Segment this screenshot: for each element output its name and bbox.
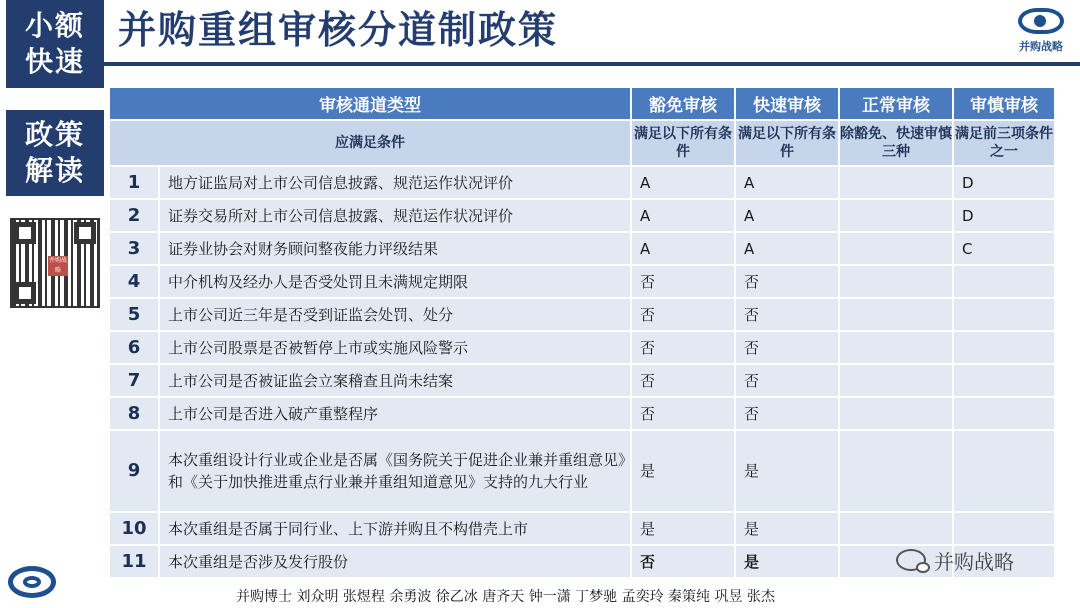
cell-fast: 否 [736, 266, 838, 297]
row-condition: 本次重组是否属于同行业、上下游并购且不构借壳上市 [160, 513, 630, 544]
policy-table [108, 86, 1056, 579]
cell-prudent [954, 299, 1054, 330]
row-condition: 上市公司是否被证监会立案稽查且尚未结案 [160, 365, 630, 396]
row-number: 1 [110, 167, 158, 198]
row-condition: 证券交易所对上市公司信息披露、规范运作状况评价 [160, 200, 630, 231]
row-number: 5 [110, 299, 158, 330]
header-prudent: 审慎审核 [954, 88, 1054, 119]
section-tag-line2: 解读 [24, 154, 85, 187]
page-title: 并购重组审核分道制政策 [118, 8, 559, 52]
brand-text: 并购战略 [1019, 40, 1063, 53]
cell-fast: A [736, 200, 838, 231]
section-tag-line1: 政策 [24, 118, 85, 151]
cell-normal [840, 513, 952, 544]
header-channel-type: 审核通道类型 [110, 88, 630, 119]
subheader-fast: 满足以下所有条件 [736, 121, 838, 165]
cell-prudent [954, 365, 1054, 396]
cell-prudent [954, 431, 1054, 511]
cell-prudent [954, 398, 1054, 429]
table-row [110, 200, 1054, 231]
cell-exempt: A [632, 200, 734, 231]
table-row [110, 167, 1054, 198]
cell-fast: 是 [736, 431, 838, 511]
cell-prudent: D [954, 200, 1054, 231]
row-number: 8 [110, 398, 158, 429]
cell-fast: 是 [736, 513, 838, 544]
cell-prudent [954, 266, 1054, 297]
watermark-text: 并购战略 [934, 549, 1014, 574]
row-number: 4 [110, 266, 158, 297]
table-row [110, 332, 1054, 363]
row-condition: 地方证监局对上市公司信息披露、规范运作状况评价 [160, 167, 630, 198]
cell-prudent: D [954, 167, 1054, 198]
row-condition: 本次重组设计行业或企业是否属《国务院关于促进企业兼并重组意见》和《关于加快推进重点行业兼并重组知道意见》支持的九大行业 [160, 431, 630, 511]
row-number: 6 [110, 332, 158, 363]
cell-normal [840, 200, 952, 231]
section-tag-small-fast [6, 0, 104, 88]
table-row [110, 365, 1054, 396]
subheader-exempt: 满足以下所有条件 [632, 121, 734, 165]
cell-fast: A [736, 167, 838, 198]
table-row [110, 398, 1054, 429]
cell-exempt: 是 [632, 513, 734, 544]
brand-logo [1008, 6, 1074, 60]
section-tag-line1: 小额 [24, 9, 85, 42]
cell-exempt: 否 [632, 365, 734, 396]
table-row [110, 299, 1054, 330]
author-credits: 并购博士 刘众明 张煜程 余勇波 徐乙冰 唐齐天 钟一潇 丁梦驰 孟奕玲 秦策纯 巩昱 张杰 [236, 589, 775, 605]
qr-center-badge: 并购战略 [48, 257, 67, 274]
cell-normal [840, 398, 952, 429]
cell-fast: 否 [736, 398, 838, 429]
row-condition: 上市公司近三年是否受到证监会处罚、处分 [160, 299, 630, 330]
row-number: 10 [110, 513, 158, 544]
cell-exempt: 否 [632, 332, 734, 363]
cell-exempt: 否 [632, 398, 734, 429]
subheader-conditions: 应满足条件 [110, 121, 630, 165]
cell-fast: 是 [736, 546, 838, 577]
cell-fast: 否 [736, 299, 838, 330]
table-row [110, 233, 1054, 264]
wechat-icon [896, 549, 926, 571]
section-tag-line2: 快速 [24, 45, 85, 78]
table-row [110, 513, 1054, 544]
header-exempt: 豁免审核 [632, 88, 734, 119]
row-number: 2 [110, 200, 158, 231]
row-number: 11 [110, 546, 158, 577]
wechat-watermark [896, 548, 1014, 572]
cell-fast: A [736, 233, 838, 264]
section-tag-policy [6, 110, 104, 196]
cell-exempt: A [632, 167, 734, 198]
cell-prudent [954, 332, 1054, 363]
cell-exempt: 是 [632, 431, 734, 511]
cell-normal [840, 332, 952, 363]
cell-fast: 否 [736, 332, 838, 363]
company-logo-icon [8, 566, 56, 598]
row-condition: 上市公司是否进入破产重整程序 [160, 398, 630, 429]
cell-normal [840, 266, 952, 297]
row-condition: 中介机构及经办人是否受处罚且未满规定期限 [160, 266, 630, 297]
cell-normal [840, 299, 952, 330]
cell-exempt: A [632, 233, 734, 264]
table-header-row [110, 88, 1054, 119]
row-number: 9 [110, 431, 158, 511]
table-subheader-row [110, 121, 1054, 165]
header-fast: 快速审核 [736, 88, 838, 119]
cell-normal [840, 431, 952, 511]
subheader-prudent: 满足前三项条件之一 [954, 121, 1054, 165]
qr-code-icon [10, 218, 100, 308]
header-normal: 正常审核 [840, 88, 952, 119]
row-condition: 上市公司股票是否被暂停上市或实施风险警示 [160, 332, 630, 363]
cell-prudent: C [954, 233, 1054, 264]
table-row [110, 266, 1054, 297]
qr-finder [14, 282, 36, 304]
cell-normal [840, 365, 952, 396]
row-condition: 本次重组是否涉及发行股份 [160, 546, 630, 577]
row-number: 7 [110, 365, 158, 396]
cell-fast: 否 [736, 365, 838, 396]
cell-exempt: 否 [632, 266, 734, 297]
eye-icon [1018, 8, 1064, 34]
cell-exempt: 否 [632, 299, 734, 330]
subheader-normal: 除豁免、快速审慎三种 [840, 121, 952, 165]
cell-normal [840, 233, 952, 264]
row-number: 3 [110, 233, 158, 264]
table-row [110, 431, 1054, 511]
cell-prudent [954, 513, 1054, 544]
cell-exempt: 否 [632, 546, 734, 577]
sidebar [0, 0, 104, 608]
cell-normal [840, 167, 952, 198]
row-condition: 证券业协会对财务顾问整夜能力评级结果 [160, 233, 630, 264]
title-divider [104, 62, 1080, 66]
